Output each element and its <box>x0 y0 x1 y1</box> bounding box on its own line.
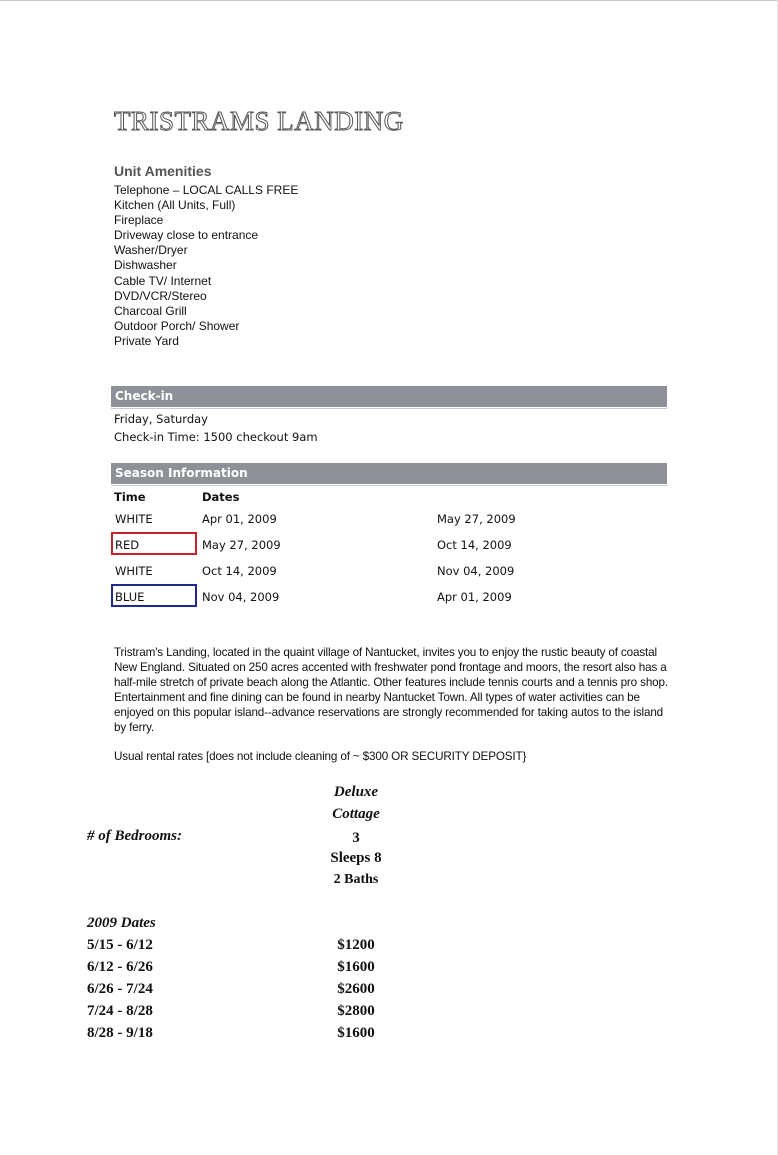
season-name: WHITE <box>115 564 153 578</box>
rate-price: $2800 <box>337 1003 375 1019</box>
season-start-date: Oct 14, 2009 <box>202 564 277 578</box>
season-start-date: May 27, 2009 <box>202 538 281 552</box>
page-title: TRISTRAMS LANDING <box>114 106 404 136</box>
season-col-time: Time <box>114 490 146 504</box>
season-end-date: Nov 04, 2009 <box>437 564 515 578</box>
rate-price: $1200 <box>337 937 375 953</box>
season-heading-bar: Season Information <box>111 463 667 484</box>
amenity-item: Cable TV/ Internet <box>114 273 212 288</box>
checkin-time: Check-in Time: 1500 checkout 9am <box>114 430 318 444</box>
baths-count: 2 Baths <box>333 872 379 887</box>
amenity-item: Charcoal Grill <box>114 303 187 318</box>
rate-dates: 5/15 - 6/12 <box>87 937 153 953</box>
bedrooms-count: 3 <box>352 830 360 846</box>
rate-price: $1600 <box>337 959 375 975</box>
rate-price: $2600 <box>337 981 375 997</box>
rates-dates-heading: 2009 Dates <box>87 915 156 931</box>
amenities-list <box>114 183 298 349</box>
resort-description: Tristram's Landing, located in the quaint village of Nantucket, invites you to enjoy the rustic beauty of coastal New England. Situated on 250 acres accented with freshwater pond frontage and moors, the resort also has a half-mile stretch of private beach along the Atlantic. Other features include tennis courts and a tennis pro shop. Entertainment and fine dining can be found in nearby Nantucket Town. All types of water activities can be enjoyed on this popular island--advance reservations are strongly recommended for taking autos to the island by ferry. <box>114 646 668 735</box>
amenity-item: Fireplace <box>114 213 164 228</box>
amenity-item: Driveway close to entrance <box>114 228 259 243</box>
checkin-days: Friday, Saturday <box>114 412 208 426</box>
season-name: RED <box>115 538 140 552</box>
season-name: WHITE <box>115 512 153 526</box>
amenity-item: Dishwasher <box>114 258 177 273</box>
season-end-date: May 27, 2009 <box>437 512 516 526</box>
amenity-item: Outdoor Porch/ Shower <box>114 318 240 333</box>
amenity-item: Telephone – LOCAL CALLS FREE <box>114 183 299 197</box>
unit-type-line2: Cottage <box>332 806 380 822</box>
amenity-item: Kitchen (All Units, Full) <box>114 198 236 213</box>
rate-dates: 6/26 - 7/24 <box>87 981 153 997</box>
season-start-date: Nov 04, 2009 <box>202 590 280 604</box>
rate-price: $1600 <box>337 1025 375 1041</box>
checkin-heading-bar: Check-in <box>111 386 667 407</box>
rate-dates: 7/24 - 8/28 <box>87 1003 153 1019</box>
season-start-date: Apr 01, 2009 <box>202 512 277 526</box>
bedrooms-label: # of Bedrooms: <box>87 828 182 844</box>
season-name: BLUE <box>115 590 145 604</box>
season-end-date: Oct 14, 2009 <box>437 538 512 552</box>
amenity-item: Washer/Dryer <box>114 243 188 258</box>
amenity-item: DVD/VCR/Stereo <box>114 288 207 303</box>
page-top-border <box>0 0 778 1</box>
amenity-item: Private Yard <box>114 333 179 348</box>
amenities-heading: Unit Amenities <box>114 163 212 179</box>
season-col-dates: Dates <box>202 490 240 504</box>
rate-dates: 8/28 - 9/18 <box>87 1025 153 1041</box>
unit-type-line1: Deluxe <box>333 784 379 800</box>
sleeps-count: Sleeps 8 <box>330 850 382 866</box>
usual-rates-note: Usual rental rates [does not include cleaning of ~ $300 OR SECURITY DEPOSIT} <box>114 750 527 763</box>
season-end-date: Apr 01, 2009 <box>437 590 512 604</box>
rate-dates: 6/12 - 6/26 <box>87 959 153 975</box>
